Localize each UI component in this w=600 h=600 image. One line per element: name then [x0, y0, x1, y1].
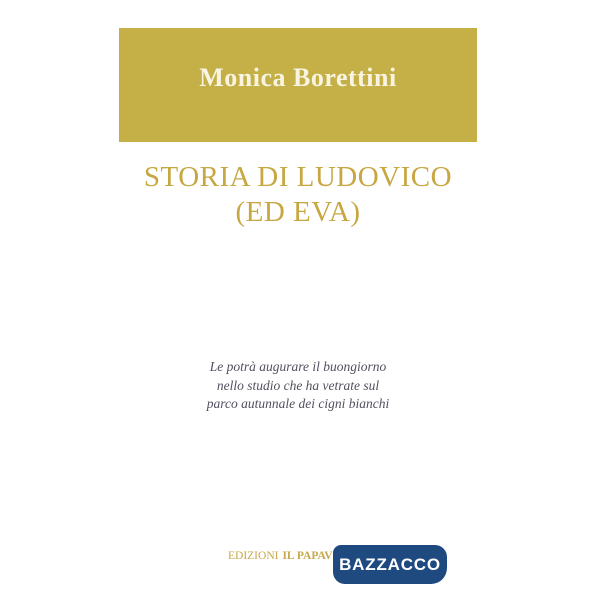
book-title-line-1: STORIA DI LUDOVICO [143, 161, 453, 193]
cover-quote-line-3: parco autunnale dei cigni bianchi [206, 396, 390, 411]
book-cover-page [119, 0, 477, 600]
bazzacco-watermark-badge [333, 545, 447, 584]
cover-quote [119, 358, 477, 414]
book-title-line-2: (ED EVA) [235, 196, 361, 228]
cover-quote-line-1: Le potrà augurare il buongiorno [209, 359, 387, 374]
book-title [119, 160, 477, 230]
author-band [119, 28, 477, 142]
bazzacco-watermark-label: BAZZACCO [339, 554, 441, 574]
cover-quote-line-2: nello studio che ha vetrate sul [216, 377, 380, 393]
publisher-imprint-name: IL PAPAV [282, 550, 333, 562]
publisher-imprint-prefix: EDIZIONI [228, 550, 279, 562]
author-name: Monica Borettini [199, 63, 397, 92]
